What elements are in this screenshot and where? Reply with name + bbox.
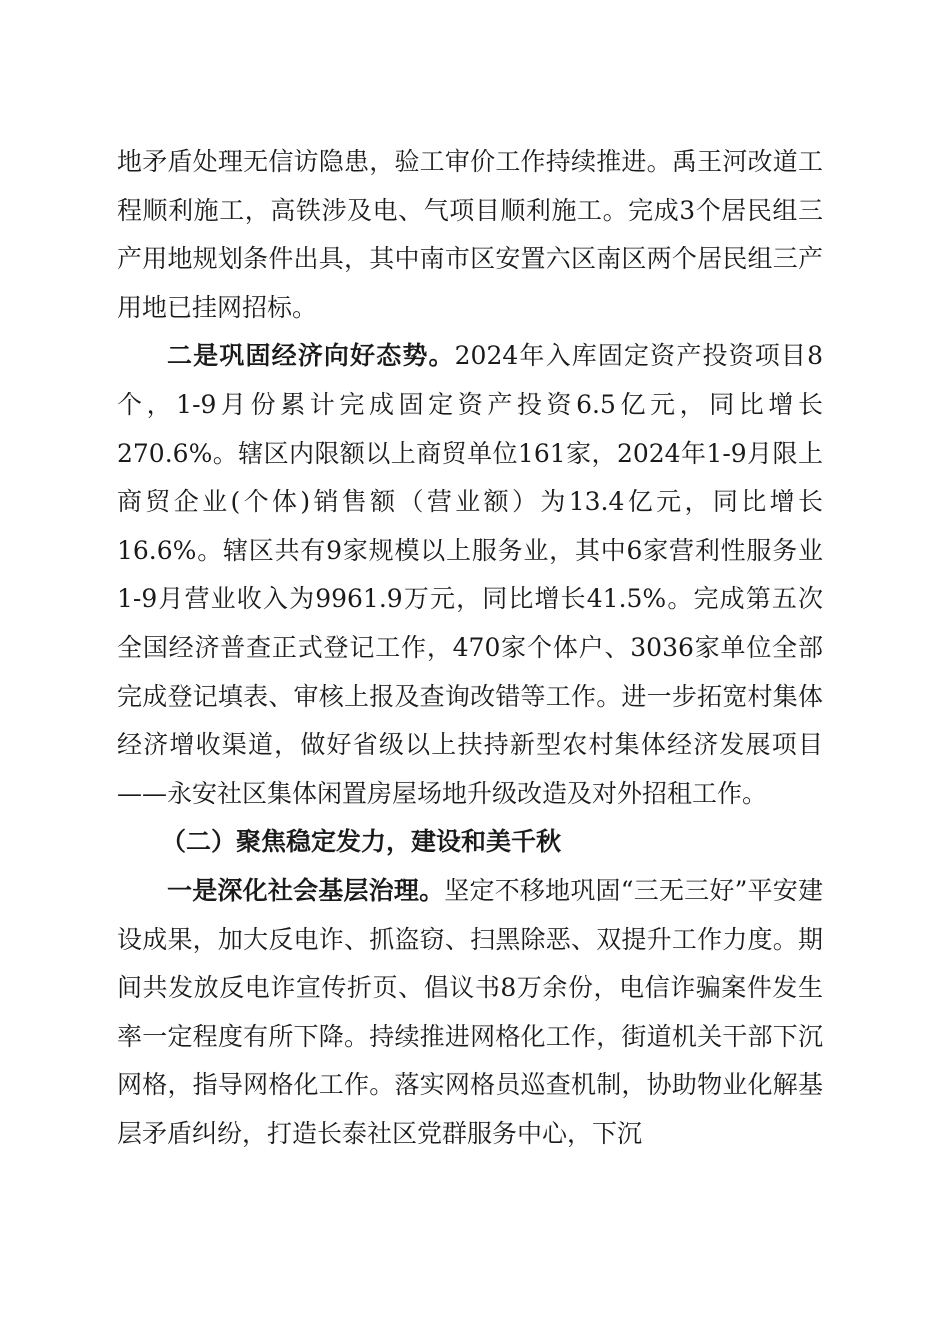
paragraph-continued xyxy=(117,138,823,332)
paragraph-text: 坚定不移地巩固“三无三好”平安建设成果，加大反电诈、抓盗窃、扫黑除恶、双提升工作力度。期间共发放反电诈宣传折页、倡议书8万余份，电信诈骗案件发生率一定程度有所下降。持续推进网格化工作，街道机关干部下沉网格，指导网格化工作。落实网格员巡查机制，协助物业化解基层矛盾纠纷，打造长泰社区党群服务中心，下沉 xyxy=(117,875,823,1148)
paragraph-lead: 一是深化社会基层治理。 xyxy=(167,875,445,905)
paragraph-text: 地矛盾处理无信访隐患，验工审价工作持续推进。禹王河改道工程顺利施工，高铁涉及电、气项目顺利施工。完成3个居民组三产用地规划条件出具，其中南市区安置六区南区两个居民组三产用地已挂网招标。 xyxy=(117,147,823,322)
paragraph-economy xyxy=(117,332,823,818)
paragraph-lead: 二是巩固经济向好态势。 xyxy=(167,341,455,371)
paragraph-governance xyxy=(117,867,823,1159)
document-body xyxy=(117,138,823,1158)
section-heading: （二）聚焦稳定发力，建设和美千秋 xyxy=(161,827,562,857)
paragraph-text: 2024年入库固定资产投资项目8个，1-9月份累计完成固定资产投资6.5亿元，同比增长270.6%。辖区内限额以上商贸单位161家，2024年1-9月限上商贸企业(个体)销售额（营业额）为13.4亿元，同比增长16.6%。辖区共有9家规模以上服务业，其中6家营利性服务业1-9月营业收入为9961.9万元，同比增长41.5%。完成第五次全国经济普查正式登记工作，470家个体户、3036家单位全部完成登记填表、审核上报及查询改错等工作。进一步拓宽村集体经济增收渠道，做好省级以上扶持新型农村集体经济发展项目——永安社区集体闲置房屋场地升级改造及对外招租工作。 xyxy=(117,341,823,808)
